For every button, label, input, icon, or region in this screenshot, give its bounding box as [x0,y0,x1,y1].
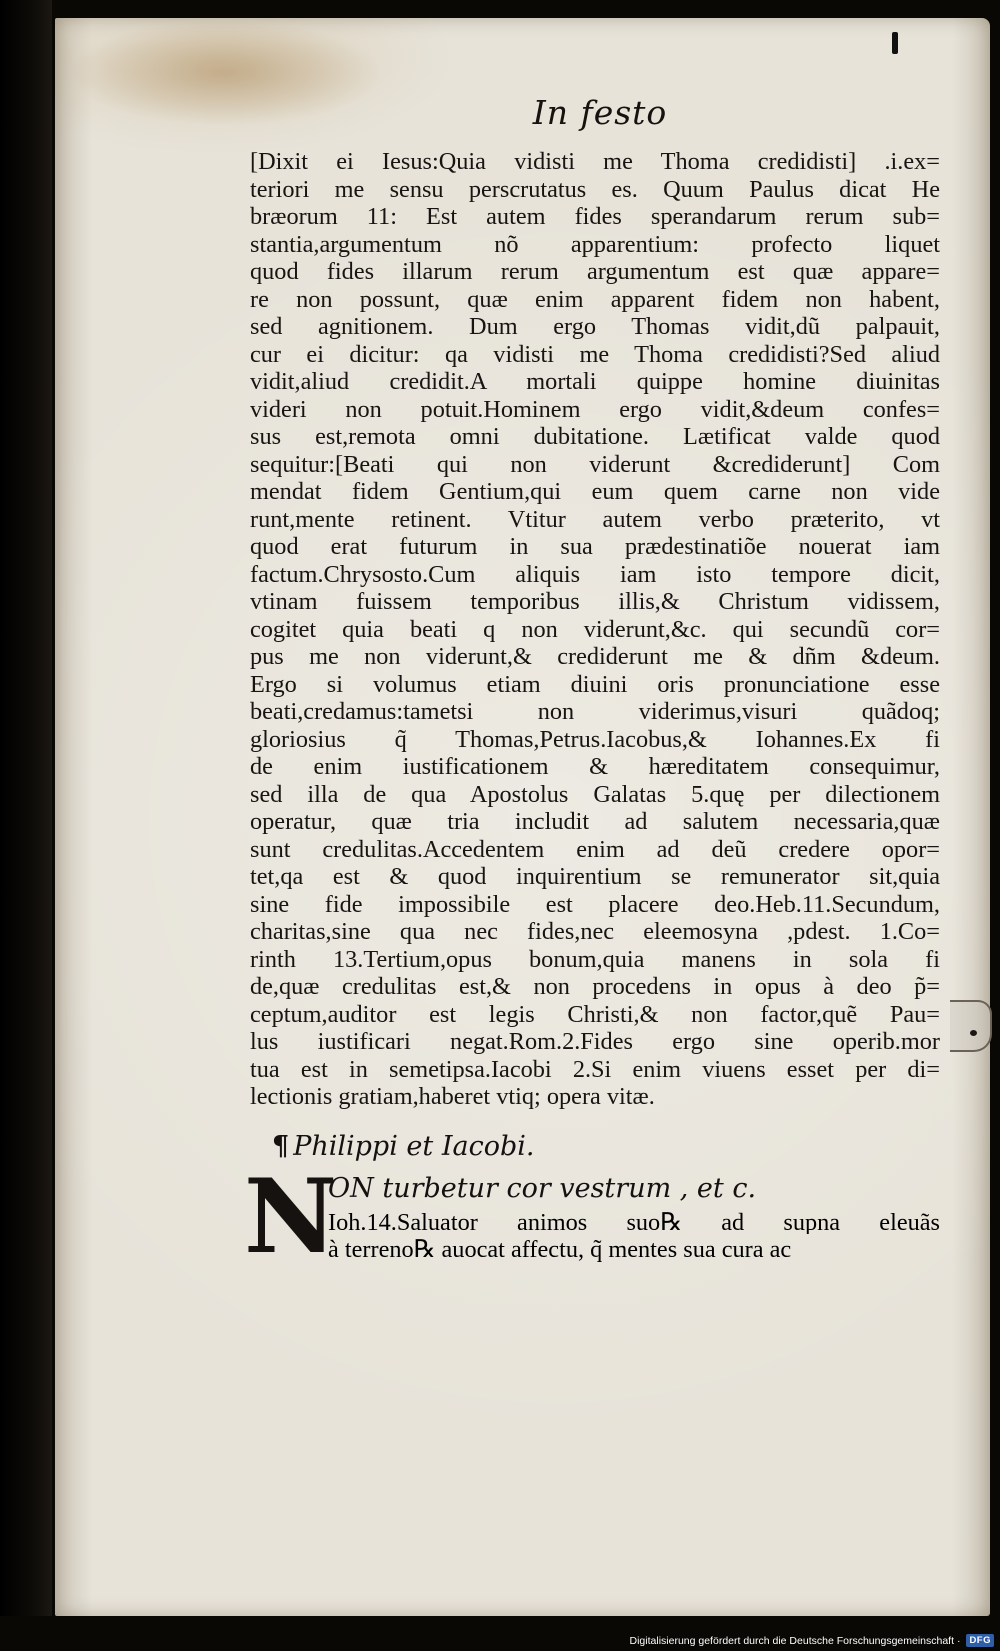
body-text-line: sus est,remota omni dubitatione. Lætificat valde quod [250,423,940,450]
body-text-line: rinth 13.Tertium,opus bonum,quia manens in sola fi [250,945,940,973]
footer-credit: Digitalisierung gefördert durch die Deutsche Forschungsgemeinschaft · [629,1634,961,1647]
book-page [55,18,990,1616]
body-text-line: cur ei dicitur: qa vidisti me Thoma credidisti?Sed aliud [250,340,940,368]
body-text-line: vidit,aliud credidit.A mortali quippe homine diuinitas [250,368,940,395]
pilcrow-icon: ¶ [272,1130,290,1162]
section-text-line: à terreno℞ auocat affectu, q̃ mentes sua cura ac [328,1236,792,1262]
initial-lines [328,1171,940,1262]
body-text-line: de,quæ credulitas est,& non procedens in opus à deo p̃= [250,973,940,1000]
body-text-line: operatur, quæ tria includit ad salutem necessaria,quæ [250,808,940,835]
body-text-line: runt,mente retinent. Vtitur autem verbo præterito, vt [250,505,940,533]
body-text-line: sed agnitionem. Dum ergo Thomas vidit,dũ palpauit, [250,313,940,340]
section-text-line: Ioh.14.Saluator animos suo℞ ad supna eleuãs [328,1208,940,1234]
body-text-line: quod erat futurum in sua prædestinatiõe nouerat iam [250,533,940,560]
body-text-line: bræorum 11: Est autem fides sperandarum rerum sub= [250,203,940,230]
body-text-line: factum.Chrysosto.Cum aliquis iam isto tempore dicit, [250,560,940,588]
body-text-line: [Dixit ei Iesus:Quia vidisti me Thoma credidisti] .i.ex= [250,148,940,175]
body-text [250,148,940,1111]
body-text-line: gloriosius q̃ Thomas,Petrus.Iacobus,& Iohannes.Ex fi [250,725,940,753]
body-text-line: pus me non viderunt,& crediderunt me & dñm &deum. [250,643,940,670]
body-text-line: re non possunt, quæ enim apparent fidem non habent, [250,285,940,313]
section-title-text: Philippi et Iacobi. [293,1130,535,1162]
body-text-line: cogitet quia beati q non viderunt,&c. qui secundũ cor= [250,615,940,643]
body-text-line: stantia,argumentum nõ apparentium: profecto liquet [250,230,940,258]
body-text-line: mendat fidem Gentium,qui eum quem carne non vide [250,478,940,505]
section-title [250,1129,940,1165]
book-binding-edge [0,0,52,1651]
page-text-block [244,93,940,1277]
initial-block [244,1156,940,1277]
edge-dot [970,1030,977,1036]
drop-cap-initial: N [244,1156,338,1277]
body-text-line: sine fide impossibile est placere deo.Heb.11.Secundum, [250,890,940,918]
body-text-line: lectionis gratiam,haberet vtiq; opera vitæ. [250,1083,655,1110]
body-text-line: de enim iustificationem & hæreditatem consequimur, [250,753,940,780]
body-text-line: ceptum,auditor est legis Christi,& non factor,quẽ Pau= [250,1000,940,1028]
dfg-logo-icon: DFG [966,1634,994,1647]
body-text-line: Ergo si volumus etiam diuini oris pronunciatione esse [250,670,940,698]
body-text-line: quod fides illarum rerum argumentum est quæ appare= [250,258,940,285]
body-text-line: beati,credamus:tametsi non viderimus,visuri quãdoq; [250,698,940,725]
body-text-line: vtinam fuissem temporibus illis,& Christum vidissem, [250,588,940,615]
incipit: ON turbetur cor vestrum , et c. [328,1172,757,1204]
footer [630,1634,994,1647]
body-text-line: teriori me sensu perscrutatus es. Quum Paulus dicat He [250,175,940,203]
body-text-line: sequitur:[Beati qui non viderunt &crediderunt] Com [250,450,940,478]
section-text [328,1207,940,1262]
page-edge-tab [950,1000,992,1052]
body-text-line: tet,qa est & quod inquirentium se remunerator sit,quia [250,863,940,890]
body-text-line: sunt credulitas.Accedentem enim ad deũ credere opor= [250,835,940,863]
page-corner-mark [892,32,898,54]
body-text-line: tua est in semetipsa.Iacobi 2.Si enim viuens esset per di= [250,1055,940,1083]
body-text-line: sed illa de qua Apostolus Galatas 5.quę per dilectionem [250,780,940,808]
body-text-line: lus iustificari negat.Rom.2.Fides ergo sine operib.mor [250,1028,940,1055]
body-text-line: charitas,sine qua nec fides,nec eleemosyna ,pdest. 1.Co= [250,918,940,945]
running-head: In festo [532,93,668,132]
body-text-line: videri non potuit.Hominem ergo vidit,&deum confes= [250,395,940,423]
